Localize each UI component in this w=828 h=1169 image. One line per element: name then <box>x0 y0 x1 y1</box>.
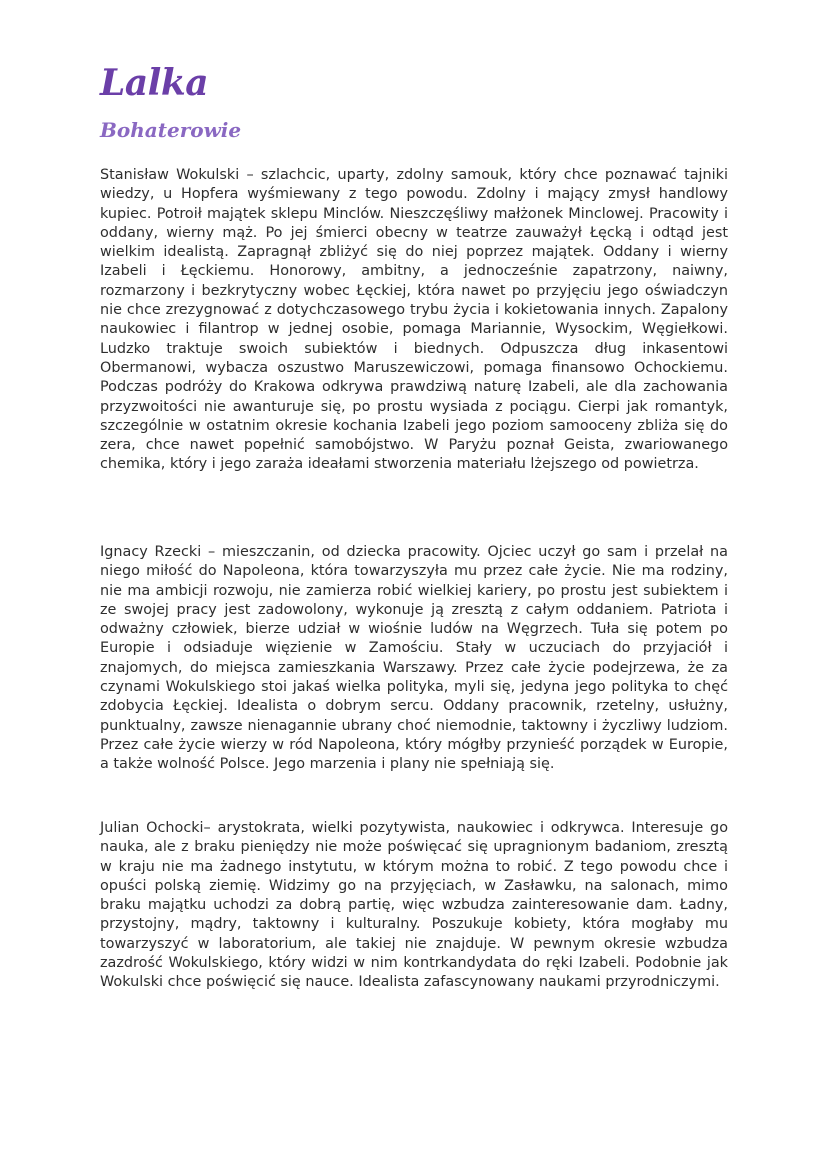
document-title: Lalka <box>100 62 209 104</box>
document-subtitle: Bohaterowie <box>100 118 242 142</box>
paragraph-ochocki: Julian Ochocki– arystokrata, wielki pozytywista, naukowiec i odkrywca. Interesuje go nauka, ale z braku pieniędzy nie może poświęcać się upragnionym badaniom, zresztą w kraju nie ma żadnego instytutu, w którym można to robić. Z tego powodu chce i opuści polską ziemię. Widzimy go na przyjęciach, w Zasławku, na salonach, mimo braku majątku uchodzi za dobrą partię, więc wzbudza zainteresowanie dam. Ładny, przystojny, mądry, taktowny i kulturalny. Poszukuje kobiety, która mogłaby mu towarzyszyć w laboratorium, ale takiej nie znajduje. W pewnym okresie wzbudza zazdrość Wokulskiego, który widzi w nim kontrkandydata do ręki Izabeli. Podobnie jak Wokulski chce poświęcić się nauce. Idealista zafascynowany naukami przyrodniczymi. <box>100 820 728 991</box>
paragraph-rzecki: Ignacy Rzecki – mieszczanin, od dziecka pracowity. Ojciec uczył go sam i przelał na niego miłość do Napoleona, która towarzyszyła mu przez całe życie. Nie ma rodziny, nie ma ambicji rozwoju, nie zamierza robić wielkiej kariery, po prostu jest subiektem i ze swojej pracy jest zadowolony, wykonuje ją zresztą z całym oddaniem. Patriota i odważny człowiek, bierze udział w wiośnie ludów na Węgrzech. Tuła się potem po Europie i odsiaduje więzienie w Zamościu. Stały w uczuciach do przyjaciół i znajomych, do miejsca zamieszkania Warszawy. Przez całe życie podejrzewa, że za czynami Wokulskiego stoi jakaś wielka polityka, myli się, jedyna jego polityka to chęć zdobycia Łęckiej. Idealista o dobrym sercu. Oddany pracownik, rzetelny, usłużny, punktualny, zawsze nienagannie ubrany choć niemodnie, taktowny i życzliwy ludziom. Przez całe życie wierzy w ród Napoleona, który mógłby przynieść porządek w Europie, a także wolność Polsce. Jego marzenia i plany nie spełniają się. <box>100 544 728 773</box>
paragraph-wokulski: Stanisław Wokulski – szlachcic, uparty, zdolny samouk, który chce poznawać tajniki wiedzy, u Hopfera wyśmiewany z tego powodu. Zdolny i mający zmysł handlowy kupiec. Potroił majątek sklepu Minclów. Nieszczęśliwy małżonek Minclowej. Pracowity i oddany, wierny mąż. Po jej śmierci obecny w teatrze zauważył Łęcką i odtąd jest wielkim idealistą. Zapragnął zbliżyć się do niej poprzez majątek. Oddany i wierny Izabeli i Łęckiemu. Honorowy, ambitny, a jednocześnie zapatrzony, naiwny, rozmarzony i bezkrytyczny wobec Łęckiej, która nawet po przyjęciu jego oświadczyn nie chce zrezygnować z dotychczasowego trybu życia i kokietowania innych. Zapalony naukowiec i filantrop w jednej osobie, pomaga Mariannie, Wysockim, Węgiełkowi. Ludzko traktuje swoich subiektów i biednych. Odpuszcza dług inkasentowi Obermanowi, wybacza oszustwo Maruszewiczowi, pomaga finansowo Ochockiemu. Podczas podróży do Krakowa odkrywa prawdziwą naturę Izabeli, ale dla zachowania przyzwoitości nie awanturuje się, po prostu wysiada z pociągu. Cierpi jak romantyk, szczególnie w ostatnim okresie kochania Izabeli jego poziom samooceny zbliża się do zera, chce nawet popełnić samobójstwo. W Paryżu poznał Geista, zwariowanego chemika, który i jego zaraża ideałami stworzenia materiału lżejszego od powietrza. <box>100 167 728 473</box>
